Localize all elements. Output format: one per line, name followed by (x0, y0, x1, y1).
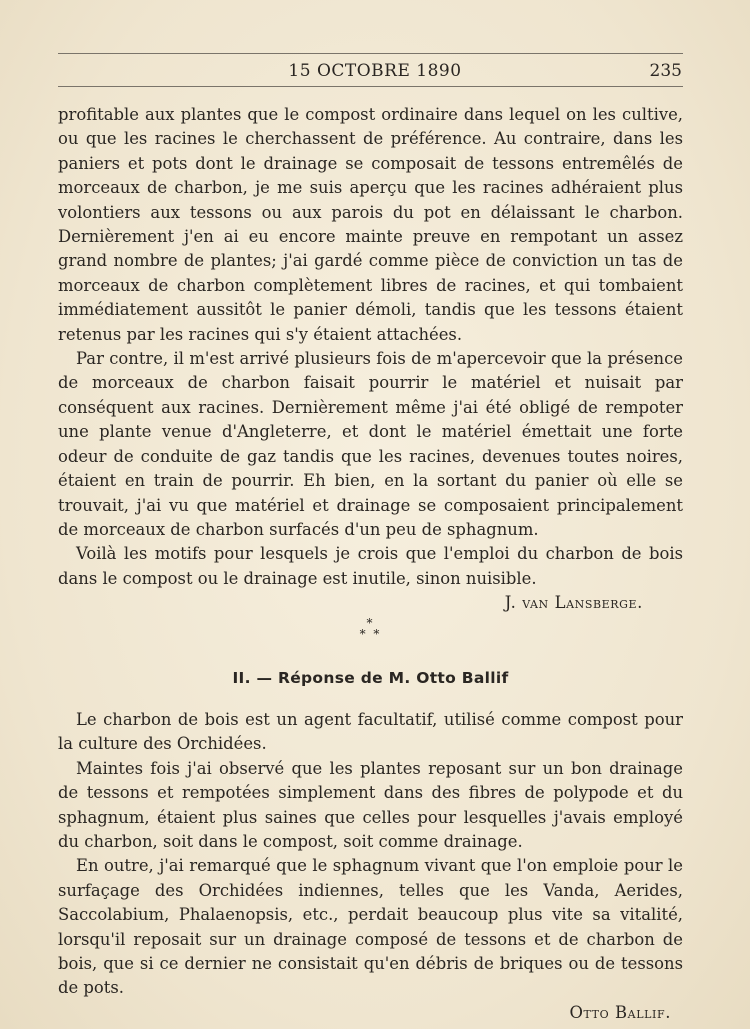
author-signature: Otto Ballif. (569, 1002, 671, 1022)
paragraph-continued: profitable aux plantes que le compost ordinaire dans lequel on les cultive, ou que les racines le cherchassent de préférence. Au contraire, dans les paniers et pots dont le drainage se composait de tessons entremêlés de morceaux de charbon, je me suis aperçu que les racines adhéraient plus volontiers aux tessons ou aux parois du pot en délaissant le charbon. Dernièrement j'en ai eu encore mainte preuve en rempotant un assez grand nombre de plantes; j'ai gardé comme pièce de conviction un tas de morceaux de charbon complètement libres de racines, et qui tombaient immédiatement aussitôt le panier démoli, tandis que les tessons étaient retenus par les racines qui s'y étaient attachées. (58, 105, 683, 344)
header-bottom-rule (58, 86, 683, 87)
asterism-top: * (366, 615, 375, 630)
paragraph: En outre, j'ai remarqué que le sphagnum vivant que l'on emploie pour le surfaçage des Orchidées indiennes, telles que les Vanda, Aerides, Saccolabium, Phalaenopsis, etc., perdait beaucoup plus vite sa vitalité, lorsqu'il reposait sur un drainage composé de tessons et de charbon de bois, que si ce dernier ne consistait qu'en débris de briques ou de tessons de pots. (58, 856, 683, 998)
section-heading: II. — Réponse de M. Otto Ballif (232, 668, 509, 687)
running-header-date: 15 OCTOBRE 1890 (288, 61, 462, 81)
asterism-divider (58, 615, 683, 641)
paragraph: Le charbon de bois est un agent facultatif, utilisé comme compost pour la culture des Orchidées. (58, 709, 683, 754)
header-top-rule (58, 53, 683, 54)
asterism-bottom: * * (359, 626, 382, 641)
paragraph: Voilà les motifs pour lesquels je crois que l'emploi du charbon de bois dans le compost ou le drainage est inutile, sinon nuisible. (58, 544, 683, 588)
author-signature: J. van Lansberge. (504, 593, 643, 613)
page-number: 235 (649, 61, 682, 81)
article-body (58, 103, 683, 1025)
paragraph: Maintes fois j'ai observé que les plantes reposant sur un bon drainage de tessons et rempotées simplement dans des fibres de polypode et du sphagnum, étaient plus saines que celles pour lesquelles j'avais employé du charbon, soit dans le compost, soit comme drainage. (58, 758, 683, 851)
paragraph: Par contre, il m'est arrivé plusieurs fois de m'apercevoir que la présence de morceaux de charbon faisait pourrir le matériel et nuisait par conséquent aux racines. Dernièrement même j'ai été obligé de rempoter une plante venue d'Angleterre, et dont le matériel émettait une forte odeur de conduite de gaz tandis que les racines, devenues toutes noires, étaient en train de pourrir. Eh bien, en la sortant du panier où elle se trouvait, j'ai vu que matériel et drainage se composaient principalement de morceaux de charbon surfacés d'un peu de sphagnum. (58, 349, 683, 539)
